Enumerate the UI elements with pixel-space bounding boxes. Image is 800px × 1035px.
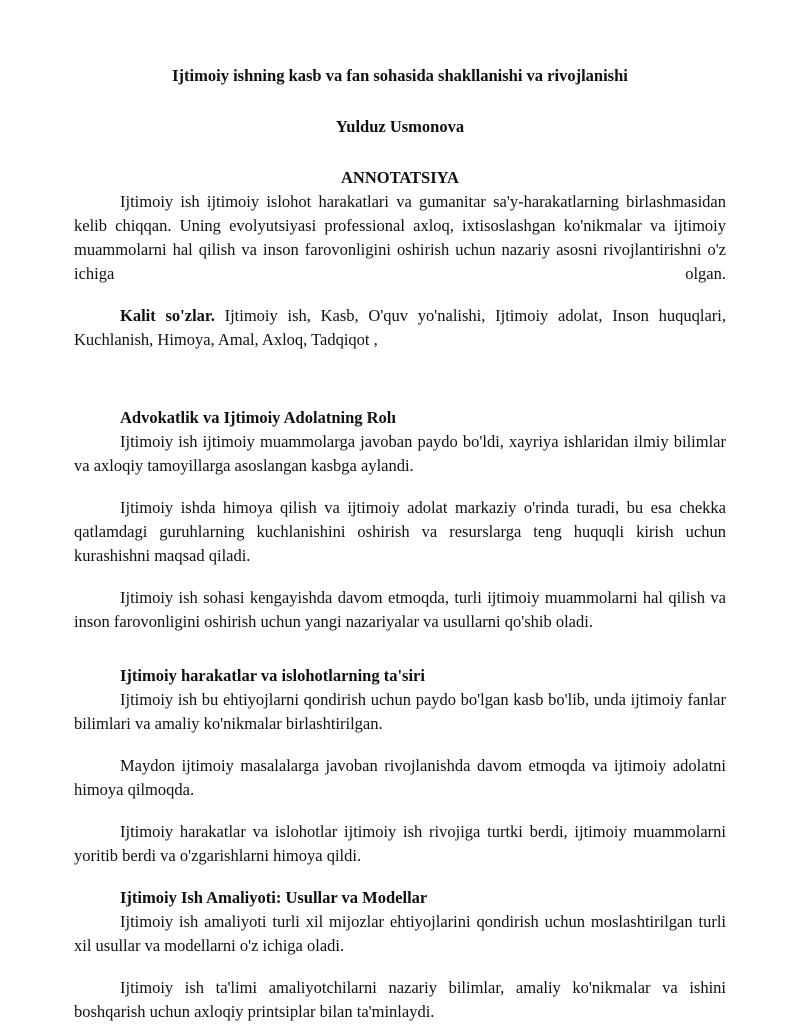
section-paragraph: Maydon ijtimoiy masalalarga javoban rivojlanishda davom etmoqda va ijtimoiy adolatni himoya qilmoqda. (74, 756, 726, 799)
section-paragraph: Ijtimoiy ishda himoya qilish va ijtimoiy adolat markaziy o'rinda turadi, bu esa chekka qatlamdagi guruhlarning kuchlanishini oshirish va resurslarga teng huquqli kirish uchun kurashishni maqsad qiladi. (74, 498, 726, 565)
section-paragraph: Ijtimoiy ish bu ehtiyojlarni qondirish uchun paydo bo'lgan kasb bo'lib, unda ijtimoiy fanlar bilimlari va amaliy ko'nikmalar birlashtirilgan. (74, 690, 726, 733)
section-paragraph: Ijtimoiy ish sohasi kengayishda davom etmoqda, turli ijtimoiy muammolarni hal qilish va inson farovonligini oshirish uchun yangi nazariyalar va usullarni qo'shib oladi. (74, 588, 726, 631)
keywords-paragraph (74, 304, 726, 352)
section-paragraph: Ijtimoiy harakatlar va islohotlar ijtimoiy ish rivojiga turtki berdi, ijtimoiy muammolarni yoritib berdi va o'zgarishlarni himoya qildi. (74, 822, 726, 865)
section-heading-social-movements: Ijtimoiy harakatlar va islohotlarning ta'siri (120, 666, 425, 685)
annotation-heading: ANNOTATSIYA (341, 168, 459, 187)
keywords-list: Ijtimoiy ish, Kasb, O'quv yo'nalishi, Ijtimoiy adolat, Inson huquqlari, Kuchlanish, Himoya, Amal, Axloq, Tadqiqot , (74, 306, 726, 349)
annotation-paragraph: Ijtimoiy ish ijtimoiy islohot harakatlari va gumanitar sa'y-harakatlarning birlashmasidan kelib chiqqan. Uning evolyutsiyasi professional axloq, ixtisoslashgan ko'nikmalar va ijtimoiy muammolarni hal qilish va inson farovonligini oshirish uchun nazariy asosni rivojlantirishni o'z ichiga olgan. (74, 192, 726, 283)
section-paragraph: Ijtimoiy ish ta'limi amaliyotchilarni nazariy bilimlar, amaliy ko'nikmalar va ishini boshqarish uchun axloqiy printsiplar bilan ta'minlaydi. (74, 978, 726, 1021)
document-title: Ijtimoiy ishning kasb va fan sohasida shakllanishi va rivojlanishi (172, 66, 628, 85)
section-paragraph: Ijtimoiy ish ijtimoiy muammolarga javoban paydo bo'ldi, xayriya ishlaridan ilmiy bilimlar va axloqiy tamoyillarga asoslangan kasbga aylandi. (74, 432, 726, 475)
section-heading-practice: Ijtimoiy Ish Amaliyoti: Usullar va Modellar (120, 888, 428, 907)
section-heading-advocacy: Advokatlik va Ijtimoiy Adolatning Rolı (120, 408, 396, 427)
author-name: Yulduz Usmonova (335, 117, 465, 136)
keywords-label: Kalit so'zlar. (120, 306, 215, 325)
section-paragraph: Ijtimoiy ish amaliyoti turli xil mijozlar ehtiyojlarini qondirish uchun moslashtirilgan turli xil usullar va modellarni o'z ichiga oladi. (74, 912, 726, 955)
